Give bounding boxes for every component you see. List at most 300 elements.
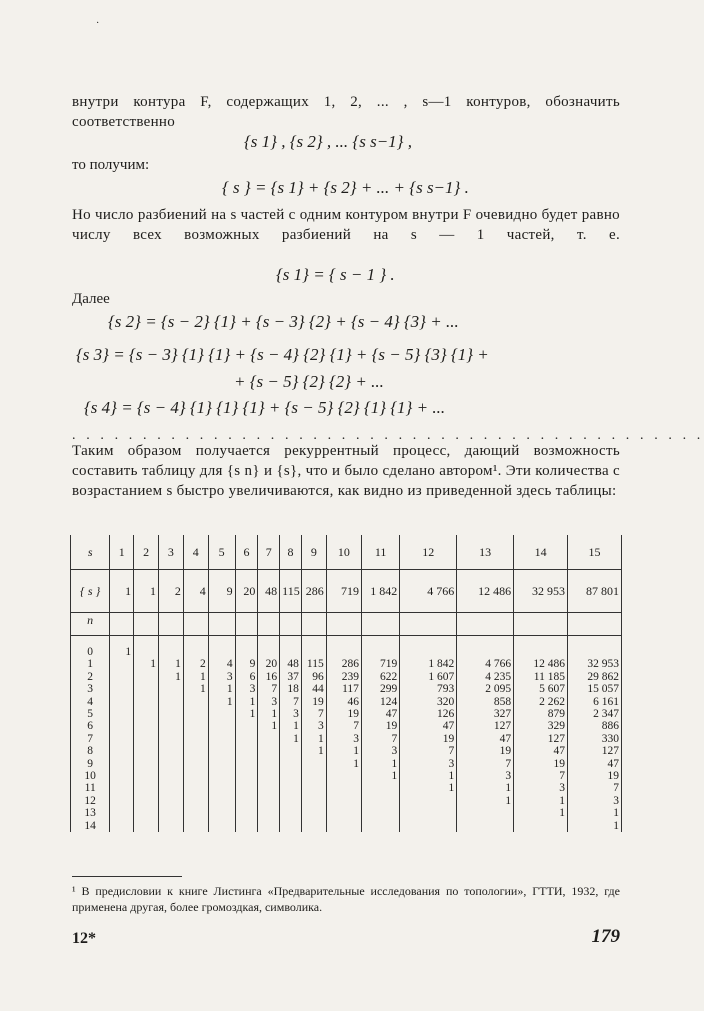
table-row (71, 658, 622, 670)
table-cell: 4 (208, 658, 235, 670)
table-cell (208, 758, 235, 770)
table-cell (183, 720, 208, 732)
table-cell (110, 770, 134, 782)
table-cell (400, 820, 457, 832)
table-cell: 37 (280, 671, 302, 683)
dotted-separator: . . . . . . . . . . . . . . . . . . . . . . . . . . . . . . . . . . . . . . . . . . . . . (72, 428, 704, 443)
table-cell (258, 820, 280, 832)
formula-3: {s 1} = { s − 1 } . (276, 265, 395, 284)
table-cell: 1 (361, 770, 399, 782)
table-cell: 16 (258, 671, 280, 683)
formula-5: {s 3} = {s − 3} {1} {1} + {s − 4} {2} {1} + {s − 5} {3} {1} + (76, 345, 489, 364)
table-cell: 18 (280, 683, 302, 695)
table-cell (280, 745, 302, 757)
table-cell (134, 683, 159, 695)
table-cell (159, 696, 184, 708)
table-cell (208, 770, 235, 782)
table-cell (326, 807, 361, 819)
table-cell (159, 758, 184, 770)
total-value: 4 (183, 570, 208, 613)
table-cell: 19 (326, 708, 361, 720)
table-row (71, 820, 622, 832)
s-value: 15 (568, 535, 622, 570)
table-cell (183, 696, 208, 708)
table-cell: 1 (159, 658, 184, 670)
table-cell (208, 708, 235, 720)
table-cell (326, 820, 361, 832)
table-cell (183, 782, 208, 794)
table-cell (400, 795, 457, 807)
table-cell: 44 (301, 683, 326, 695)
paragraph-4: Далее (72, 291, 110, 307)
s-value: 5 (208, 535, 235, 570)
table-cell: 96 (301, 671, 326, 683)
table-row (71, 782, 622, 794)
table-cell: 4 235 (457, 671, 514, 683)
table-cell (568, 646, 622, 658)
table-cell (110, 745, 134, 757)
table-cell (258, 745, 280, 757)
total-value: 115 (280, 570, 302, 613)
table-cell (159, 683, 184, 695)
table-cell: 3 (400, 758, 457, 770)
table-cell (134, 782, 159, 794)
table-row (71, 696, 622, 708)
table-cell: 115 (301, 658, 326, 670)
total-value: 1 (134, 570, 159, 613)
formula-7: {s 4} = {s − 4} {1} {1} {1} + {s − 5} {2} {1} {1} + ... (84, 398, 446, 417)
table-cell (301, 770, 326, 782)
s-value: 11 (361, 535, 399, 570)
table-cell (159, 720, 184, 732)
table-cell (457, 646, 514, 658)
s-value: 6 (235, 535, 258, 570)
n-value: 2 (71, 671, 110, 683)
total-value: 12 486 (457, 570, 514, 613)
table-cell (258, 807, 280, 819)
table-cell (400, 807, 457, 819)
n-value: 4 (71, 696, 110, 708)
table-cell: 719 (361, 658, 399, 670)
table-cell (208, 733, 235, 745)
table-cell (134, 696, 159, 708)
table-cell: 126 (400, 708, 457, 720)
table-cell (183, 745, 208, 757)
n-value: 14 (71, 820, 110, 832)
table-cell: 47 (361, 708, 399, 720)
paragraph-3: Но число разбиений на s частей с одним контуром внутри F очевидно будет равно числу всех возможных разбиений на s — 1 частей, т. е. (72, 207, 620, 243)
table-cell: 7 (280, 696, 302, 708)
table-cell: 622 (361, 671, 399, 683)
table-cell: 3 (235, 683, 258, 695)
table-cell (134, 720, 159, 732)
table-cell: 1 (457, 795, 514, 807)
table-cell: 11 185 (514, 671, 568, 683)
table-cell (159, 795, 184, 807)
table-cell (235, 758, 258, 770)
s-value: 1 (110, 535, 134, 570)
table-cell: 239 (326, 671, 361, 683)
table-cell (235, 646, 258, 658)
table-row (71, 671, 622, 683)
table-header-row (71, 535, 622, 570)
table-cell (361, 646, 399, 658)
table-cell: 6 161 (568, 696, 622, 708)
table-row (71, 646, 622, 658)
table-cell (183, 733, 208, 745)
table-cell (110, 795, 134, 807)
table-cell (457, 807, 514, 819)
table-cell: 19 (568, 770, 622, 782)
s-value: 2 (134, 535, 159, 570)
table-cell (258, 758, 280, 770)
table-cell (235, 795, 258, 807)
table-cell (208, 807, 235, 819)
n-value: 12 (71, 795, 110, 807)
table-cell (159, 708, 184, 720)
n-value: 10 (71, 770, 110, 782)
table-cell: 3 (208, 671, 235, 683)
s-value: 3 (159, 535, 184, 570)
table-cell: 5 607 (514, 683, 568, 695)
table-cell: 1 (400, 770, 457, 782)
table-cell: 1 (280, 733, 302, 745)
total-value: 4 766 (400, 570, 457, 613)
speck: · (96, 18, 100, 29)
formula-4: {s 2} = {s − 2} {1} + {s − 3} {2} + {s − 4} {3} + ... (108, 312, 459, 331)
n-value: 9 (71, 758, 110, 770)
table-cell (110, 782, 134, 794)
table-cell: 1 (159, 671, 184, 683)
s-value: 9 (301, 535, 326, 570)
table-cell (183, 807, 208, 819)
table-cell (301, 782, 326, 794)
table-cell: 19 (400, 733, 457, 745)
table-cell: 1 (301, 745, 326, 757)
table-cell (134, 708, 159, 720)
table-cell (110, 671, 134, 683)
table-cell: 2 347 (568, 708, 622, 720)
table-cell: 2 262 (514, 696, 568, 708)
table-cell: 3 (457, 770, 514, 782)
n-value: 1 (71, 658, 110, 670)
paragraph-1: внутри контура F, содержащих 1, 2, ... , s—1 контуров, обозначить соответственно (72, 94, 620, 130)
table-cell (110, 708, 134, 720)
table-cell: 6 (235, 671, 258, 683)
table-cell (301, 646, 326, 658)
table-cell: 32 953 (568, 658, 622, 670)
table-cell (159, 782, 184, 794)
table-cell (134, 820, 159, 832)
total-value: 9 (208, 570, 235, 613)
table-cell: 1 (361, 758, 399, 770)
table-cell (301, 820, 326, 832)
table-cell: 7 (457, 758, 514, 770)
table-cell (134, 807, 159, 819)
table-cell: 858 (457, 696, 514, 708)
table-cell: 7 (400, 745, 457, 757)
table-cell (110, 758, 134, 770)
table-total-row (71, 570, 622, 613)
total-value: 2 (159, 570, 184, 613)
table-cell (326, 782, 361, 794)
table-cell: 327 (457, 708, 514, 720)
table-cell (110, 720, 134, 732)
table-cell (110, 696, 134, 708)
table-cell (208, 782, 235, 794)
table-cell: 1 (568, 820, 622, 832)
table-cell (361, 807, 399, 819)
table-cell (280, 770, 302, 782)
table-cell (134, 733, 159, 745)
s-value: 8 (280, 535, 302, 570)
total-label: { s } (71, 570, 110, 613)
table-row (71, 733, 622, 745)
table-cell: 127 (457, 720, 514, 732)
table-cell (159, 770, 184, 782)
table-cell: 329 (514, 720, 568, 732)
table-cell: 1 607 (400, 671, 457, 683)
table-cell: 20 (258, 658, 280, 670)
table-cell: 886 (568, 720, 622, 732)
table-cell: 1 (301, 733, 326, 745)
total-value: 1 842 (361, 570, 399, 613)
table-cell (110, 683, 134, 695)
table-cell (134, 770, 159, 782)
table-cell (235, 820, 258, 832)
table-cell (280, 758, 302, 770)
table-cell: 1 (208, 683, 235, 695)
table-cell (235, 733, 258, 745)
table-cell: 12 486 (514, 658, 568, 670)
n-value: 11 (71, 782, 110, 794)
table-cell: 19 (457, 745, 514, 757)
partition-table (70, 535, 622, 832)
signature-mark: 12* (72, 930, 96, 947)
table-cell: 3 (280, 708, 302, 720)
table-cell (183, 708, 208, 720)
total-value: 32 953 (514, 570, 568, 613)
table-cell (110, 820, 134, 832)
table-cell (457, 820, 514, 832)
table-cell (258, 795, 280, 807)
table-cell: 29 862 (568, 671, 622, 683)
s-value: 12 (400, 535, 457, 570)
footnote-rule (72, 876, 182, 877)
table-cell (159, 807, 184, 819)
table-cell (301, 807, 326, 819)
table-cell: 3 (301, 720, 326, 732)
table-cell (235, 745, 258, 757)
table-cell (514, 820, 568, 832)
table-cell: 1 (110, 646, 134, 658)
table-row (71, 795, 622, 807)
table-cell (110, 658, 134, 670)
table-cell (326, 770, 361, 782)
total-value: 719 (326, 570, 361, 613)
formula-1: {s 1} , {s 2} , ... {s s−1} , (244, 132, 412, 151)
table-cell: 19 (361, 720, 399, 732)
table-cell (258, 770, 280, 782)
table-cell (235, 782, 258, 794)
table-cell (134, 745, 159, 757)
table-cell: 4 766 (457, 658, 514, 670)
n-value: 0 (71, 646, 110, 658)
table-cell: 1 (208, 696, 235, 708)
table-cell: 793 (400, 683, 457, 695)
table-cell (235, 720, 258, 732)
table-cell (280, 807, 302, 819)
table-cell (514, 646, 568, 658)
table-cell: 3 (514, 782, 568, 794)
n-value: 3 (71, 683, 110, 695)
total-value: 286 (301, 570, 326, 613)
table-cell (208, 820, 235, 832)
table-cell: 3 (326, 733, 361, 745)
table-cell (280, 782, 302, 794)
table-row (71, 807, 622, 819)
table-cell: 1 (457, 782, 514, 794)
table-cell (208, 745, 235, 757)
table-cell: 7 (301, 708, 326, 720)
table-cell (235, 770, 258, 782)
table-cell: 127 (514, 733, 568, 745)
table-cell (183, 758, 208, 770)
table-cell: 9 (235, 658, 258, 670)
table-cell (301, 795, 326, 807)
table-cell: 1 (514, 807, 568, 819)
table-cell: 1 (183, 683, 208, 695)
table-cell (183, 795, 208, 807)
table-cell (183, 770, 208, 782)
table-cell: 1 (326, 745, 361, 757)
table-cell: 7 (258, 683, 280, 695)
table-cell: 1 (134, 658, 159, 670)
total-value: 48 (258, 570, 280, 613)
table-cell: 299 (361, 683, 399, 695)
s-value: 13 (457, 535, 514, 570)
table-cell (110, 733, 134, 745)
table-row (71, 770, 622, 782)
table-cell (326, 646, 361, 658)
paragraph-2: то получим: (72, 157, 150, 173)
table-cell: 3 (258, 696, 280, 708)
table-cell: 47 (514, 745, 568, 757)
s-value: 10 (326, 535, 361, 570)
table-cell: 1 (568, 807, 622, 819)
table-cell (280, 646, 302, 658)
table-row (71, 683, 622, 695)
table-cell (280, 820, 302, 832)
n-value: 13 (71, 807, 110, 819)
table-cell: 48 (280, 658, 302, 670)
n-value: 7 (71, 733, 110, 745)
table-cell: 3 (361, 745, 399, 757)
table-body (71, 646, 622, 832)
table-cell (258, 733, 280, 745)
table-n-row (71, 613, 622, 636)
table-cell: 124 (361, 696, 399, 708)
table-cell: 15 057 (568, 683, 622, 695)
s-value: 4 (183, 535, 208, 570)
table-cell: 1 (258, 720, 280, 732)
s-value: 7 (258, 535, 280, 570)
table-cell (159, 745, 184, 757)
table-cell: 2 (183, 658, 208, 670)
s-value: 14 (514, 535, 568, 570)
page-number: 179 (591, 926, 620, 947)
table-cell: 1 (183, 671, 208, 683)
table-row (71, 758, 622, 770)
table-cell: 1 842 (400, 658, 457, 670)
n-label: n (71, 613, 110, 636)
table-cell: 7 (514, 770, 568, 782)
n-value: 8 (71, 745, 110, 757)
table-cell: 19 (301, 696, 326, 708)
table-cell: 1 (258, 708, 280, 720)
table-cell: 1 (280, 720, 302, 732)
footnote: ¹ В предисловии к книге Листинга «Предварительные исследования по топологии», ГТТИ, 1932, где применена другая, более громоздкая, символика. (72, 884, 620, 914)
table-cell: 7 (326, 720, 361, 732)
table-cell (110, 807, 134, 819)
table-cell (159, 820, 184, 832)
paragraph-5: Таким образом получается рекуррентный процесс, дающий возможность составить таблицу для {s n} и {s}, что и было сделано автором¹. Эти количества с возрастанием s быстро увеличиваются, как видно из приведенной здесь таблицы: (72, 443, 620, 499)
table-cell: 1 (235, 696, 258, 708)
table-cell (134, 671, 159, 683)
table-cell: 3 (568, 795, 622, 807)
table-cell (183, 820, 208, 832)
total-value: 87 801 (568, 570, 622, 613)
table-cell (134, 646, 159, 658)
table-cell (208, 720, 235, 732)
formula-2: { s } = {s 1} + {s 2} + ... + {s s−1} . (222, 178, 469, 197)
table-cell (326, 795, 361, 807)
table-cell: 47 (457, 733, 514, 745)
s-label: s (71, 535, 110, 570)
n-value: 6 (71, 720, 110, 732)
table-cell: 320 (400, 696, 457, 708)
table-cell: 7 (568, 782, 622, 794)
table-cell (258, 646, 280, 658)
n-value: 5 (71, 708, 110, 720)
table-cell (361, 795, 399, 807)
table-cell: 330 (568, 733, 622, 745)
table-cell (183, 646, 208, 658)
table-cell (159, 733, 184, 745)
table-cell (134, 758, 159, 770)
table-cell: 19 (514, 758, 568, 770)
table-cell: 1 (400, 782, 457, 794)
table-cell (159, 646, 184, 658)
table-cell (400, 646, 457, 658)
table-cell: 879 (514, 708, 568, 720)
total-value: 20 (235, 570, 258, 613)
table-cell (361, 820, 399, 832)
table-cell: 1 (235, 708, 258, 720)
table-row (71, 708, 622, 720)
table-cell (280, 795, 302, 807)
table-cell: 47 (568, 758, 622, 770)
total-value: 1 (110, 570, 134, 613)
table-cell: 47 (400, 720, 457, 732)
table-cell: 7 (361, 733, 399, 745)
table-cell: 117 (326, 683, 361, 695)
table-cell (208, 795, 235, 807)
table-row (71, 720, 622, 732)
table-cell: 2 095 (457, 683, 514, 695)
table-cell (235, 807, 258, 819)
table-cell (134, 795, 159, 807)
